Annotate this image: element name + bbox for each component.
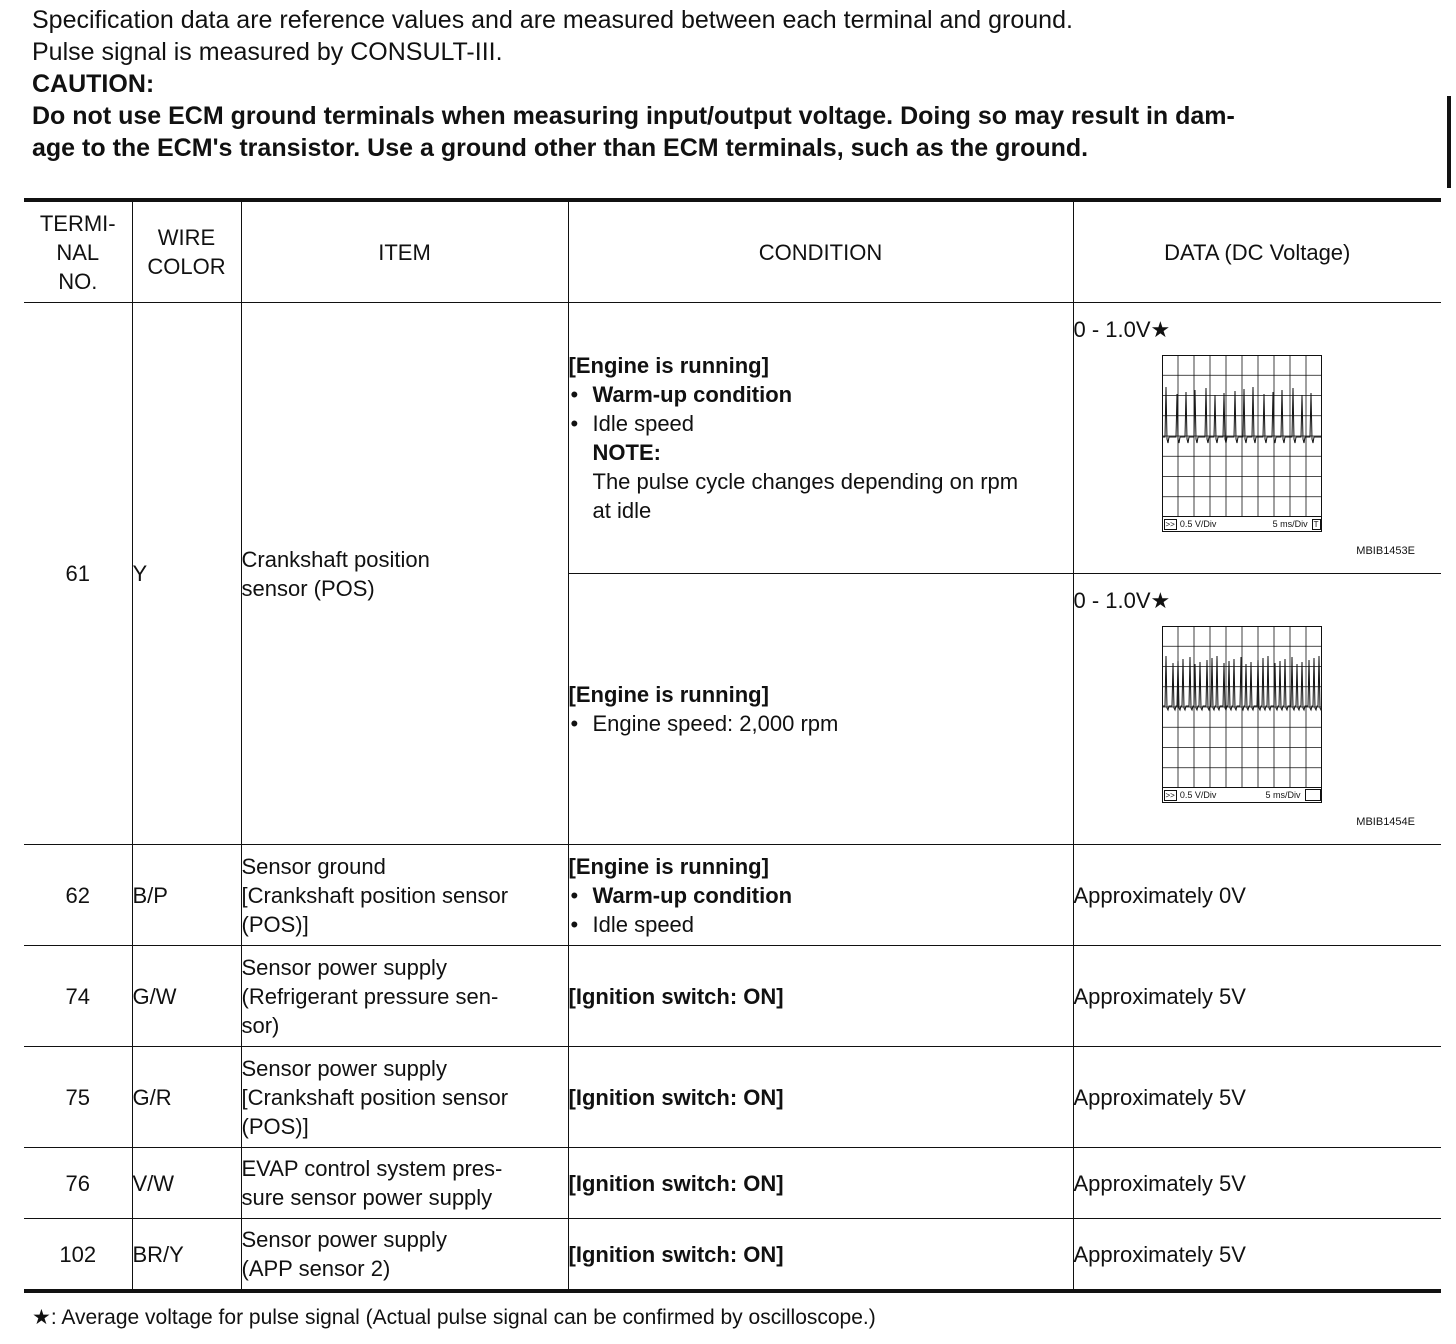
oscilloscope-waveform-idle: >> 0.5 V/Div 5 ms/Div T xyxy=(1162,355,1322,532)
terminal-74: 74 xyxy=(24,946,132,1047)
terminal-102: 102 xyxy=(24,1219,132,1292)
condition-61-idle: [Engine is running] • Warm-up condition • Idle speed NOTE: The pulse cycle changes depending on rpm at idle xyxy=(568,303,1073,574)
caution-label: CAUTION: xyxy=(32,70,155,98)
spec-note: Specification data are reference values and are measured between each terminal and ground. xyxy=(32,6,1073,34)
table-row-61a xyxy=(24,303,1441,574)
header-terminal-no: TERMI- NAL NO. xyxy=(24,200,132,303)
item-62: Sensor ground [Crankshaft position sensor (POS)] xyxy=(241,845,568,946)
header-wire-color: WIRE COLOR xyxy=(132,200,241,303)
condition-76: [Ignition switch: ON] xyxy=(568,1148,1073,1219)
scale-time-2000rpm: 5 ms/Div xyxy=(1265,790,1301,800)
condition-61-2000rpm: [Engine is running] • Engine speed: 2,000 rpm xyxy=(568,574,1073,845)
wire-color-62: B/P xyxy=(132,845,241,946)
wire-color-61: Y xyxy=(132,303,241,845)
data-102: Approximately 5V xyxy=(1073,1219,1441,1292)
data-61-idle xyxy=(1073,303,1441,574)
header-condition: CONDITION xyxy=(568,200,1073,303)
terminal-62: 62 xyxy=(24,845,132,946)
data-75: Approximately 5V xyxy=(1073,1047,1441,1148)
item-74: Sensor power supply (Refrigerant pressure sen- sor) xyxy=(241,946,568,1047)
table-header-row xyxy=(24,200,1441,303)
intro-block xyxy=(32,4,1442,164)
table-row-102 xyxy=(24,1219,1441,1292)
condition-62: [Engine is running] • Warm-up condition • Idle speed xyxy=(568,845,1073,946)
value-61-2000rpm: 0 - 1.0V★ xyxy=(1073,588,1171,613)
data-76: Approximately 5V xyxy=(1073,1148,1441,1219)
waveform-graph-2000rpm xyxy=(1162,626,1322,788)
wire-color-75: G/R xyxy=(132,1047,241,1148)
caution-text-line2: age to the ECM's transistor. Use a ground other than ECM terminals, such as the ground. xyxy=(32,134,1089,162)
oscilloscope-waveform-2000rpm: >> 0.5 V/Div 5 ms/Div xyxy=(1162,626,1322,803)
item-75: Sensor power supply [Crankshaft position sensor (POS)] xyxy=(241,1047,568,1148)
condition-102: [Ignition switch: ON] xyxy=(568,1219,1073,1292)
condition-75: [Ignition switch: ON] xyxy=(568,1047,1073,1148)
item-102: Sensor power supply (APP sensor 2) xyxy=(241,1219,568,1292)
table-row-76 xyxy=(24,1148,1441,1219)
wire-color-76: V/W xyxy=(132,1148,241,1219)
wire-color-102: BR/Y xyxy=(132,1219,241,1292)
header-item: ITEM xyxy=(241,200,568,303)
table-row-74 xyxy=(24,946,1441,1047)
caution-text-line1: Do not use ECM ground terminals when measuring input/output voltage. Doing so may result in dam- xyxy=(32,102,1235,130)
data-61-2000rpm xyxy=(1073,574,1441,845)
image-code-1: MBIB1453E xyxy=(1356,545,1415,557)
scale-time-idle: 5 ms/Div xyxy=(1272,519,1308,529)
terminal-spec-table xyxy=(24,198,1441,1293)
footnote: ★: Average voltage for pulse signal (Actual pulse signal can be confirmed by oscilloscope.) xyxy=(32,1306,876,1329)
image-code-2: MBIB1454E xyxy=(1356,816,1415,828)
item-76: EVAP control system pres- sure sensor power supply xyxy=(241,1148,568,1219)
header-data: DATA (DC Voltage) xyxy=(1073,200,1441,303)
pulse-note: Pulse signal is measured by CONSULT-III. xyxy=(32,38,503,66)
scale-volts-idle: 0.5 V/Div xyxy=(1179,519,1217,529)
terminal-61: 61 xyxy=(24,303,132,845)
item-61: Crankshaft position sensor (POS) xyxy=(241,303,568,845)
terminal-76: 76 xyxy=(24,1148,132,1219)
waveform-graph-idle xyxy=(1162,355,1322,517)
value-61-idle: 0 - 1.0V★ xyxy=(1073,317,1171,342)
table-row-62 xyxy=(24,845,1441,946)
data-62: Approximately 0V xyxy=(1073,845,1441,946)
scale-volts-2000rpm: 0.5 V/Div xyxy=(1179,790,1217,800)
data-74: Approximately 5V xyxy=(1073,946,1441,1047)
condition-74: [Ignition switch: ON] xyxy=(568,946,1073,1047)
terminal-75: 75 xyxy=(24,1047,132,1148)
change-bar xyxy=(1447,96,1451,188)
wire-color-74: G/W xyxy=(132,946,241,1047)
table-row-75 xyxy=(24,1047,1441,1148)
